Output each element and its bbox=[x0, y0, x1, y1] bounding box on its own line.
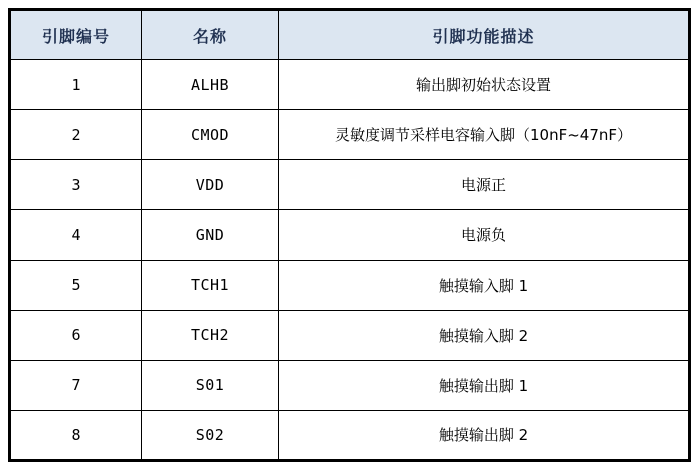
table-row bbox=[10, 260, 690, 310]
table-row bbox=[10, 160, 690, 210]
col-header-pin-number: 引脚编号 bbox=[10, 10, 142, 60]
pin-description-cell: 触摸输入脚 1 bbox=[279, 260, 690, 310]
pin-number-cell: 1 bbox=[10, 60, 142, 110]
pin-description-cell: 触摸输出脚 1 bbox=[279, 360, 690, 410]
pin-number-cell: 7 bbox=[10, 360, 142, 410]
pin-name-cell: CMOD bbox=[142, 110, 279, 160]
pin-number-cell: 4 bbox=[10, 210, 142, 260]
pin-number-cell: 5 bbox=[10, 260, 142, 310]
header-row bbox=[10, 10, 690, 60]
pin-description-cell: 触摸输入脚 2 bbox=[279, 310, 690, 360]
pin-name-cell: VDD bbox=[142, 160, 279, 210]
table-row bbox=[10, 360, 690, 410]
pin-name-cell: TCH2 bbox=[142, 310, 279, 360]
pin-name-cell: GND bbox=[142, 210, 279, 260]
table-row bbox=[10, 210, 690, 260]
col-header-pin-name: 名称 bbox=[142, 10, 279, 60]
pin-number-cell: 2 bbox=[10, 110, 142, 160]
pin-number-cell: 8 bbox=[10, 410, 142, 460]
pin-description-cell: 电源负 bbox=[279, 210, 690, 260]
pin-description-cell: 灵敏度调节采样电容输入脚（10nF~47nF） bbox=[279, 110, 690, 160]
table-row bbox=[10, 110, 690, 160]
pin-name-cell: TCH1 bbox=[142, 260, 279, 310]
table-row bbox=[10, 410, 690, 460]
pin-name-cell: ALHB bbox=[142, 60, 279, 110]
pin-name-cell: S01 bbox=[142, 360, 279, 410]
table-header bbox=[10, 10, 690, 60]
pin-name-cell: S02 bbox=[142, 410, 279, 460]
pin-description-cell: 触摸输出脚 2 bbox=[279, 410, 690, 460]
pin-description-cell: 电源正 bbox=[279, 160, 690, 210]
pin-description-cell: 输出脚初始状态设置 bbox=[279, 60, 690, 110]
pin-number-cell: 6 bbox=[10, 310, 142, 360]
table-row bbox=[10, 310, 690, 360]
table-row bbox=[10, 60, 690, 110]
pin-number-cell: 3 bbox=[10, 160, 142, 210]
pin-description-table bbox=[8, 8, 691, 462]
col-header-pin-description: 引脚功能描述 bbox=[279, 10, 690, 60]
table-body bbox=[10, 60, 690, 461]
